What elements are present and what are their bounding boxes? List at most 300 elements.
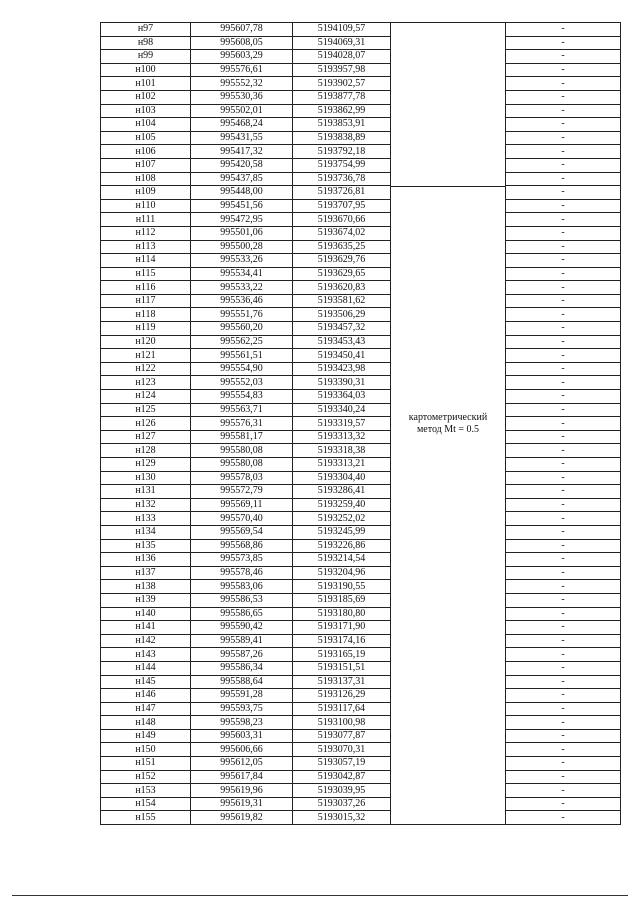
y-coordinate-cell: 5193286,41 <box>293 485 391 499</box>
y-coordinate-cell: 5193204,96 <box>293 566 391 580</box>
table-row <box>101 23 621 37</box>
y-coordinate-cell: 5193313,21 <box>293 458 391 472</box>
mt-value-cell: - <box>506 512 621 526</box>
x-coordinate-cell: 995598,23 <box>191 716 293 730</box>
table-row <box>101 729 621 743</box>
point-cell: н142 <box>101 634 191 648</box>
point-cell: н115 <box>101 267 191 281</box>
x-coordinate-cell: 995580,08 <box>191 444 293 458</box>
table-row <box>101 648 621 662</box>
mt-value-cell: - <box>506 661 621 675</box>
x-coordinate-cell: 995563,71 <box>191 403 293 417</box>
x-coordinate-cell: 995589,41 <box>191 634 293 648</box>
table-row <box>101 512 621 526</box>
mt-value-cell: - <box>506 689 621 703</box>
y-coordinate-cell: 5193902,57 <box>293 77 391 91</box>
point-cell: н126 <box>101 417 191 431</box>
mt-value-cell: - <box>506 63 621 77</box>
mt-value-cell: - <box>506 729 621 743</box>
y-coordinate-cell: 5193670,66 <box>293 213 391 227</box>
y-coordinate-cell: 5193364,03 <box>293 390 391 404</box>
x-coordinate-cell: 995578,03 <box>191 471 293 485</box>
x-coordinate-cell: 995576,61 <box>191 63 293 77</box>
table-row <box>101 63 621 77</box>
point-cell: н116 <box>101 281 191 295</box>
mt-value-cell: - <box>506 797 621 811</box>
mt-value-cell: - <box>506 23 621 37</box>
y-coordinate-cell: 5194028,07 <box>293 50 391 64</box>
table-row <box>101 362 621 376</box>
table-row <box>101 213 621 227</box>
point-cell: н133 <box>101 512 191 526</box>
point-cell: н145 <box>101 675 191 689</box>
table-row <box>101 689 621 703</box>
x-coordinate-cell: 995552,32 <box>191 77 293 91</box>
coordinates-sheet <box>100 22 620 825</box>
table-row <box>101 811 621 825</box>
table-row <box>101 417 621 431</box>
table-row <box>101 104 621 118</box>
point-cell: н99 <box>101 50 191 64</box>
x-coordinate-cell: 995603,29 <box>191 50 293 64</box>
table-row <box>101 661 621 675</box>
mt-value-cell: - <box>506 607 621 621</box>
table-row <box>101 525 621 539</box>
mt-value-cell: - <box>506 811 621 825</box>
y-coordinate-cell: 5193070,31 <box>293 743 391 757</box>
mt-value-cell: - <box>506 525 621 539</box>
x-coordinate-cell: 995619,31 <box>191 797 293 811</box>
x-coordinate-cell: 995587,26 <box>191 648 293 662</box>
point-cell: н113 <box>101 240 191 254</box>
x-coordinate-cell: 995612,05 <box>191 757 293 771</box>
point-cell: н108 <box>101 172 191 186</box>
table-row <box>101 36 621 50</box>
point-cell: н103 <box>101 104 191 118</box>
table-row <box>101 267 621 281</box>
point-cell: н128 <box>101 444 191 458</box>
x-coordinate-cell: 995451,56 <box>191 199 293 213</box>
x-coordinate-cell: 995570,40 <box>191 512 293 526</box>
x-coordinate-cell: 995576,31 <box>191 417 293 431</box>
y-coordinate-cell: 5193390,31 <box>293 376 391 390</box>
method-cell <box>391 23 506 825</box>
point-cell: н149 <box>101 729 191 743</box>
mt-value-cell: - <box>506 281 621 295</box>
table-row <box>101 376 621 390</box>
y-coordinate-cell: 5193736,78 <box>293 172 391 186</box>
y-coordinate-cell: 5193259,40 <box>293 498 391 512</box>
y-coordinate-cell: 5193457,32 <box>293 322 391 336</box>
y-coordinate-cell: 5193226,86 <box>293 539 391 553</box>
point-cell: н147 <box>101 702 191 716</box>
table-row <box>101 485 621 499</box>
point-cell: н105 <box>101 131 191 145</box>
point-cell: н120 <box>101 335 191 349</box>
mt-value-cell: - <box>506 444 621 458</box>
y-coordinate-cell: 5193635,25 <box>293 240 391 254</box>
point-cell: н107 <box>101 158 191 172</box>
mt-value-cell: - <box>506 417 621 431</box>
x-coordinate-cell: 995619,82 <box>191 811 293 825</box>
x-coordinate-cell: 995617,84 <box>191 770 293 784</box>
mt-value-cell: - <box>506 36 621 50</box>
x-coordinate-cell: 995437,85 <box>191 172 293 186</box>
y-coordinate-cell: 5193838,89 <box>293 131 391 145</box>
y-coordinate-cell: 5193707,95 <box>293 199 391 213</box>
x-coordinate-cell: 995586,65 <box>191 607 293 621</box>
x-coordinate-cell: 995551,76 <box>191 308 293 322</box>
x-coordinate-cell: 995561,51 <box>191 349 293 363</box>
table-row <box>101 254 621 268</box>
x-coordinate-cell: 995552,03 <box>191 376 293 390</box>
y-coordinate-cell: 5193039,95 <box>293 784 391 798</box>
table-row <box>101 553 621 567</box>
y-coordinate-cell: 5193957,98 <box>293 63 391 77</box>
table-row <box>101 430 621 444</box>
point-cell: н143 <box>101 648 191 662</box>
point-cell: н104 <box>101 118 191 132</box>
point-cell: н154 <box>101 797 191 811</box>
point-cell: н123 <box>101 376 191 390</box>
table-row <box>101 566 621 580</box>
y-coordinate-cell: 5193117,64 <box>293 702 391 716</box>
y-coordinate-cell: 5193318,38 <box>293 444 391 458</box>
table-row <box>101 403 621 417</box>
y-coordinate-cell: 5193450,41 <box>293 349 391 363</box>
x-coordinate-cell: 995607,78 <box>191 23 293 37</box>
mt-value-cell: - <box>506 267 621 281</box>
x-coordinate-cell: 995603,31 <box>191 729 293 743</box>
x-coordinate-cell: 995573,85 <box>191 553 293 567</box>
mt-value-cell: - <box>506 390 621 404</box>
x-coordinate-cell: 995586,53 <box>191 593 293 607</box>
x-coordinate-cell: 995593,75 <box>191 702 293 716</box>
table-row <box>101 458 621 472</box>
page-bottom-rule <box>12 895 628 896</box>
mt-value-cell: - <box>506 362 621 376</box>
table-row <box>101 444 621 458</box>
point-cell: н131 <box>101 485 191 499</box>
y-coordinate-cell: 5193214,54 <box>293 553 391 567</box>
mt-value-cell: - <box>506 77 621 91</box>
y-coordinate-cell: 5193126,29 <box>293 689 391 703</box>
x-coordinate-cell: 995572,79 <box>191 485 293 499</box>
y-coordinate-cell: 5193190,55 <box>293 580 391 594</box>
table-row <box>101 498 621 512</box>
table-row <box>101 580 621 594</box>
point-cell: н112 <box>101 226 191 240</box>
y-coordinate-cell: 5193862,99 <box>293 104 391 118</box>
point-cell: н137 <box>101 566 191 580</box>
y-coordinate-cell: 5193506,29 <box>293 308 391 322</box>
point-cell: н121 <box>101 349 191 363</box>
mt-value-cell: - <box>506 104 621 118</box>
mt-value-cell: - <box>506 254 621 268</box>
y-coordinate-cell: 5193077,87 <box>293 729 391 743</box>
mt-value-cell: - <box>506 675 621 689</box>
mt-value-cell: - <box>506 648 621 662</box>
point-cell: н132 <box>101 498 191 512</box>
x-coordinate-cell: 995608,05 <box>191 36 293 50</box>
y-coordinate-cell: 5193313,32 <box>293 430 391 444</box>
y-coordinate-cell: 5193165,19 <box>293 648 391 662</box>
y-coordinate-cell: 5193726,81 <box>293 186 391 200</box>
point-cell: н141 <box>101 621 191 635</box>
x-coordinate-cell: 995590,42 <box>191 621 293 635</box>
method-note <box>391 412 505 436</box>
y-coordinate-cell: 5193180,80 <box>293 607 391 621</box>
point-cell: н114 <box>101 254 191 268</box>
table-row <box>101 308 621 322</box>
mt-value-cell: - <box>506 158 621 172</box>
mt-value-cell: - <box>506 430 621 444</box>
table-row <box>101 634 621 648</box>
table-row <box>101 621 621 635</box>
point-cell: н130 <box>101 471 191 485</box>
y-coordinate-cell: 5193620,83 <box>293 281 391 295</box>
coordinates-table <box>100 22 621 825</box>
point-cell: н122 <box>101 362 191 376</box>
x-coordinate-cell: 995560,20 <box>191 322 293 336</box>
y-coordinate-cell: 5193245,99 <box>293 525 391 539</box>
x-coordinate-cell: 995569,11 <box>191 498 293 512</box>
mt-value-cell: - <box>506 498 621 512</box>
point-cell: н102 <box>101 90 191 104</box>
point-cell: н106 <box>101 145 191 159</box>
table-row <box>101 743 621 757</box>
point-cell: н140 <box>101 607 191 621</box>
point-cell: н139 <box>101 593 191 607</box>
table-row <box>101 199 621 213</box>
y-coordinate-cell: 5193629,65 <box>293 267 391 281</box>
point-cell: н152 <box>101 770 191 784</box>
mt-value-cell: - <box>506 485 621 499</box>
table-row <box>101 294 621 308</box>
table-row <box>101 226 621 240</box>
point-cell: н136 <box>101 553 191 567</box>
y-coordinate-cell: 5193319,57 <box>293 417 391 431</box>
x-coordinate-cell: 995420,58 <box>191 158 293 172</box>
point-cell: н153 <box>101 784 191 798</box>
mt-value-cell: - <box>506 90 621 104</box>
point-cell: н151 <box>101 757 191 771</box>
point-cell: н144 <box>101 661 191 675</box>
x-coordinate-cell: 995472,95 <box>191 213 293 227</box>
mt-value-cell: - <box>506 322 621 336</box>
point-cell: н101 <box>101 77 191 91</box>
mt-value-cell: - <box>506 770 621 784</box>
y-coordinate-cell: 5193340,24 <box>293 403 391 417</box>
y-coordinate-cell: 5193304,40 <box>293 471 391 485</box>
mt-value-cell: - <box>506 757 621 771</box>
x-coordinate-cell: 995533,22 <box>191 281 293 295</box>
y-coordinate-cell: 5193057,19 <box>293 757 391 771</box>
y-coordinate-cell: 5193015,32 <box>293 811 391 825</box>
x-coordinate-cell: 995588,64 <box>191 675 293 689</box>
point-cell: н124 <box>101 390 191 404</box>
table-row <box>101 607 621 621</box>
table-row <box>101 797 621 811</box>
table-row <box>101 349 621 363</box>
table-row <box>101 702 621 716</box>
mt-value-cell: - <box>506 376 621 390</box>
table-row <box>101 131 621 145</box>
point-cell: н109 <box>101 186 191 200</box>
table-row <box>101 158 621 172</box>
x-coordinate-cell: 995578,46 <box>191 566 293 580</box>
table-row <box>101 240 621 254</box>
point-cell: н129 <box>101 458 191 472</box>
x-coordinate-cell: 995591,28 <box>191 689 293 703</box>
point-cell: н134 <box>101 525 191 539</box>
table-row <box>101 335 621 349</box>
x-coordinate-cell: 995431,55 <box>191 131 293 145</box>
point-cell: н98 <box>101 36 191 50</box>
mt-value-cell: - <box>506 240 621 254</box>
mt-value-cell: - <box>506 145 621 159</box>
table-row <box>101 784 621 798</box>
point-cell: н110 <box>101 199 191 213</box>
y-coordinate-cell: 5193252,02 <box>293 512 391 526</box>
y-coordinate-cell: 5193877,78 <box>293 90 391 104</box>
mt-value-cell: - <box>506 716 621 730</box>
table-row <box>101 716 621 730</box>
table-row <box>101 390 621 404</box>
y-coordinate-cell: 5193453,43 <box>293 335 391 349</box>
x-coordinate-cell: 995586,34 <box>191 661 293 675</box>
point-cell: н135 <box>101 539 191 553</box>
point-cell: н125 <box>101 403 191 417</box>
mt-value-cell: - <box>506 471 621 485</box>
x-coordinate-cell: 995501,06 <box>191 226 293 240</box>
mt-value-cell: - <box>506 50 621 64</box>
x-coordinate-cell: 995448,00 <box>191 186 293 200</box>
point-cell: н100 <box>101 63 191 77</box>
y-coordinate-cell: 5193792,18 <box>293 145 391 159</box>
mt-value-cell: - <box>506 172 621 186</box>
y-coordinate-cell: 5193042,87 <box>293 770 391 784</box>
x-coordinate-cell: 995619,96 <box>191 784 293 798</box>
mt-value-cell: - <box>506 634 621 648</box>
x-coordinate-cell: 995468,24 <box>191 118 293 132</box>
y-coordinate-cell: 5194109,57 <box>293 23 391 37</box>
point-cell: н127 <box>101 430 191 444</box>
y-coordinate-cell: 5194069,31 <box>293 36 391 50</box>
mt-value-cell: - <box>506 539 621 553</box>
table-row <box>101 770 621 784</box>
y-coordinate-cell: 5193151,51 <box>293 661 391 675</box>
mt-value-cell: - <box>506 131 621 145</box>
x-coordinate-cell: 995417,32 <box>191 145 293 159</box>
y-coordinate-cell: 5193674,02 <box>293 226 391 240</box>
table-row <box>101 675 621 689</box>
x-coordinate-cell: 995554,90 <box>191 362 293 376</box>
table-row <box>101 145 621 159</box>
x-coordinate-cell: 995580,08 <box>191 458 293 472</box>
table-row <box>101 539 621 553</box>
x-coordinate-cell: 995583,06 <box>191 580 293 594</box>
method-cell-divider <box>390 186 505 187</box>
y-coordinate-cell: 5193171,90 <box>293 621 391 635</box>
y-coordinate-cell: 5193037,26 <box>293 797 391 811</box>
point-cell: н155 <box>101 811 191 825</box>
x-coordinate-cell: 995562,25 <box>191 335 293 349</box>
table-row <box>101 281 621 295</box>
mt-value-cell: - <box>506 743 621 757</box>
table-row <box>101 77 621 91</box>
table-row <box>101 186 621 200</box>
mt-value-cell: - <box>506 403 621 417</box>
point-cell: н148 <box>101 716 191 730</box>
point-cell: н138 <box>101 580 191 594</box>
y-coordinate-cell: 5193185,69 <box>293 593 391 607</box>
table-body <box>101 23 621 825</box>
mt-value-cell: - <box>506 213 621 227</box>
table-row <box>101 50 621 64</box>
mt-value-cell: - <box>506 186 621 200</box>
y-coordinate-cell: 5193629,76 <box>293 254 391 268</box>
x-coordinate-cell: 995554,83 <box>191 390 293 404</box>
table-row <box>101 90 621 104</box>
x-coordinate-cell: 995606,66 <box>191 743 293 757</box>
x-coordinate-cell: 995533,26 <box>191 254 293 268</box>
table-row <box>101 322 621 336</box>
y-coordinate-cell: 5193100,98 <box>293 716 391 730</box>
mt-value-cell: - <box>506 784 621 798</box>
point-cell: н146 <box>101 689 191 703</box>
x-coordinate-cell: 995530,36 <box>191 90 293 104</box>
point-cell: н117 <box>101 294 191 308</box>
mt-value-cell: - <box>506 702 621 716</box>
table-row <box>101 118 621 132</box>
point-cell: н97 <box>101 23 191 37</box>
y-coordinate-cell: 5193853,91 <box>293 118 391 132</box>
point-cell: н118 <box>101 308 191 322</box>
mt-value-cell: - <box>506 566 621 580</box>
x-coordinate-cell: 995502,01 <box>191 104 293 118</box>
mt-value-cell: - <box>506 621 621 635</box>
y-coordinate-cell: 5193754,99 <box>293 158 391 172</box>
mt-value-cell: - <box>506 308 621 322</box>
point-cell: н150 <box>101 743 191 757</box>
y-coordinate-cell: 5193423,98 <box>293 362 391 376</box>
x-coordinate-cell: 995569,54 <box>191 525 293 539</box>
point-cell: н111 <box>101 213 191 227</box>
y-coordinate-cell: 5193174,16 <box>293 634 391 648</box>
x-coordinate-cell: 995581,17 <box>191 430 293 444</box>
table-row <box>101 593 621 607</box>
table-row <box>101 757 621 771</box>
mt-value-cell: - <box>506 349 621 363</box>
mt-value-cell: - <box>506 593 621 607</box>
mt-value-cell: - <box>506 118 621 132</box>
x-coordinate-cell: 995568,86 <box>191 539 293 553</box>
method-line-2: метод Mt = 0.5 <box>416 423 480 435</box>
x-coordinate-cell: 995536,46 <box>191 294 293 308</box>
method-line-1: картометрический <box>408 411 488 423</box>
y-coordinate-cell: 5193137,31 <box>293 675 391 689</box>
x-coordinate-cell: 995534,41 <box>191 267 293 281</box>
table-row <box>101 172 621 186</box>
x-coordinate-cell: 995500,28 <box>191 240 293 254</box>
y-coordinate-cell: 5193581,62 <box>293 294 391 308</box>
mt-value-cell: - <box>506 580 621 594</box>
point-cell: н119 <box>101 322 191 336</box>
mt-value-cell: - <box>506 335 621 349</box>
mt-value-cell: - <box>506 199 621 213</box>
mt-value-cell: - <box>506 458 621 472</box>
